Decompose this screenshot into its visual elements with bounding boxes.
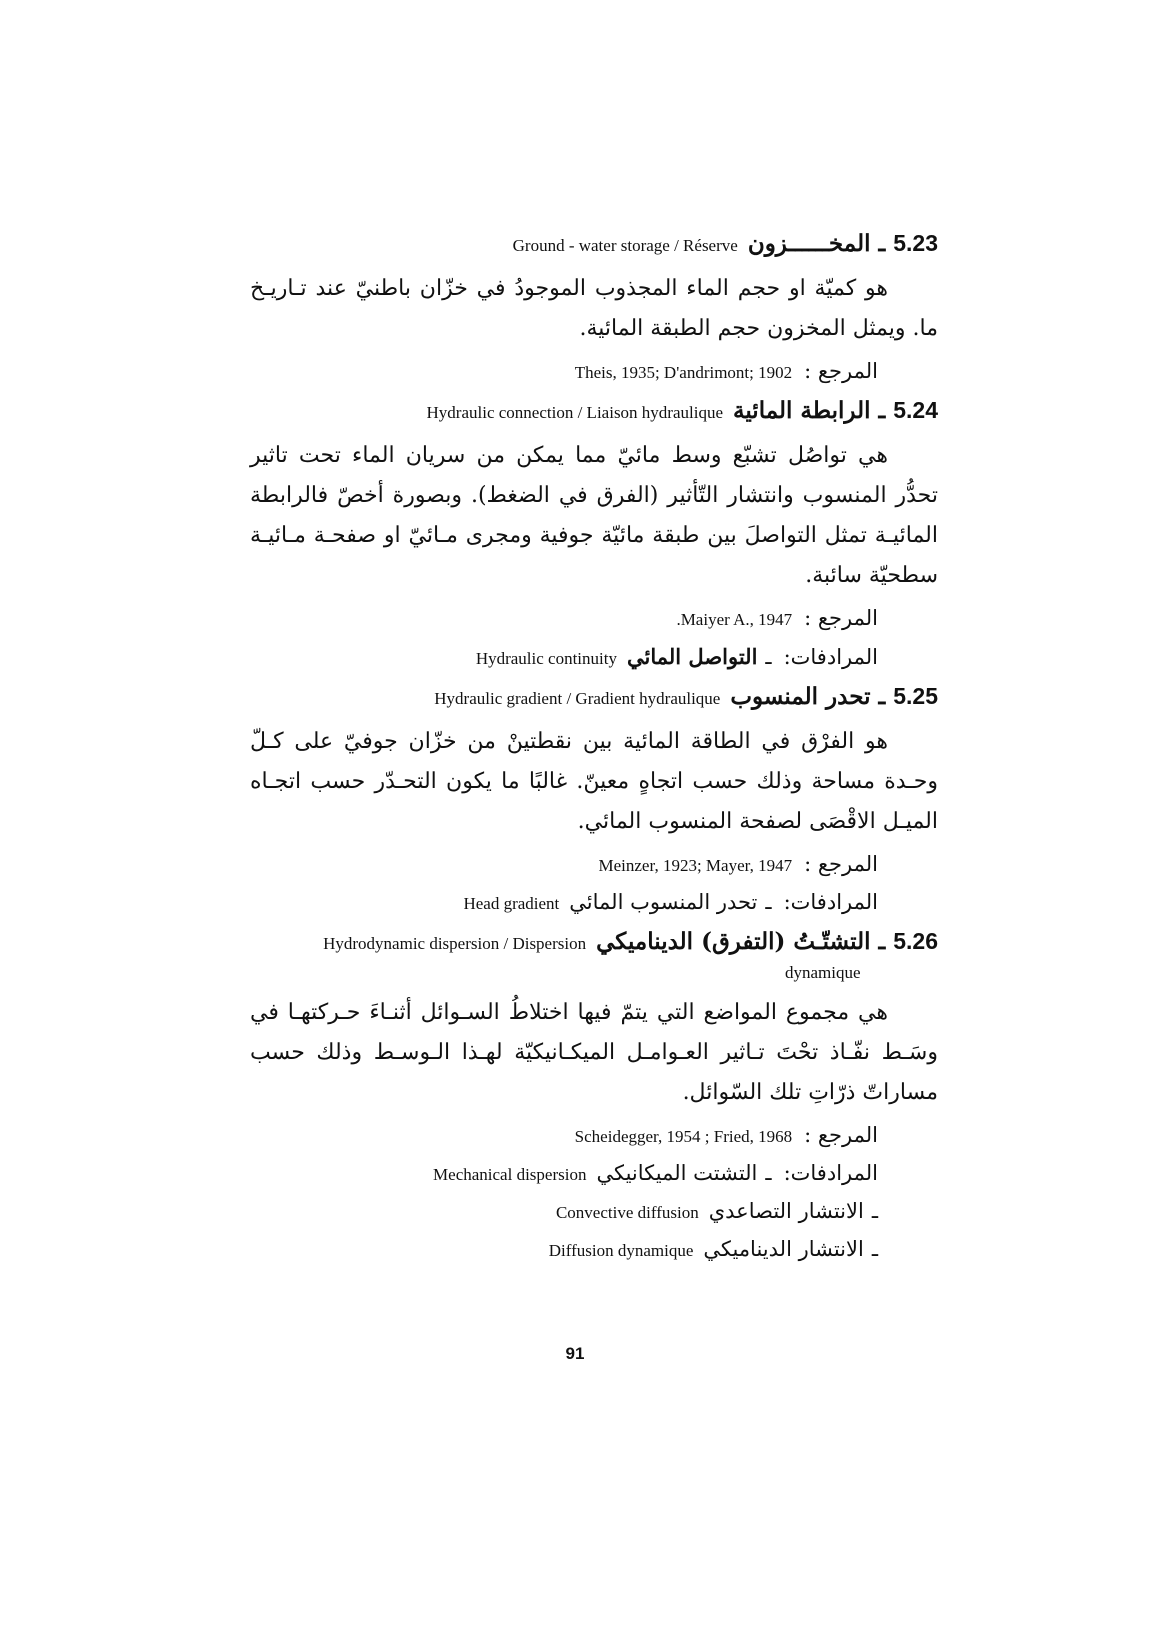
entry-term-arabic: الرابطة المائية — [733, 397, 871, 424]
synonym-arabic: تحدر المنسوب المائي — [569, 890, 758, 914]
synonym-english: Mechanical dispersion — [433, 1165, 587, 1184]
entry-reference — [250, 852, 938, 876]
heading-dash: ـ — [878, 928, 886, 955]
entry-term-arabic: المخــــــزون — [747, 230, 871, 257]
entry-definition — [250, 436, 938, 596]
glossary-content — [250, 222, 938, 1275]
synonym-dash: ـ — [871, 1237, 878, 1261]
glossary-entry-5-23 — [250, 230, 938, 383]
entry-heading — [250, 928, 938, 955]
heading-dash: ـ — [878, 397, 886, 424]
page-number: 91 — [565, 1344, 585, 1363]
entry-synonym — [250, 644, 938, 669]
entry-synonym — [250, 1199, 938, 1223]
synonym-dash: ـ — [765, 645, 772, 669]
synonyms-label: المرادفات: — [783, 645, 878, 669]
entry-number: 5.26 — [893, 928, 938, 954]
entry-term-english: Hydraulic connection / Liaison hydraulique — [426, 403, 724, 422]
entry-number: 5.23 — [893, 230, 938, 256]
entry-term-english-continuation: dynamique — [785, 963, 861, 982]
entry-term-arabic: تحدر المنسوب — [730, 683, 871, 710]
synonym-english: Diffusion dynamique — [548, 1241, 694, 1260]
heading-dash: ـ — [878, 683, 886, 710]
reference-value: Theis, 1935; D'andrimont; 1902 — [574, 363, 793, 382]
entry-term-english: Hydrodynamic dispersion / Dispersion — [323, 934, 587, 953]
synonym-arabic: الانتشار الديناميكي — [703, 1237, 864, 1261]
entry-heading — [250, 397, 938, 424]
entry-term-english: Hydraulic gradient / Gradient hydraulique — [434, 689, 721, 708]
synonym-english: Head gradient — [463, 894, 560, 913]
synonyms-label: المرادفات: — [783, 890, 878, 914]
synonym-dash: ـ — [765, 890, 772, 914]
synonym-arabic: التشتت الميكانيكي — [596, 1161, 758, 1185]
entry-reference — [250, 606, 938, 630]
entry-number: 5.25 — [893, 683, 938, 709]
synonym-dash: ـ — [871, 1199, 878, 1223]
entry-definition — [250, 722, 938, 842]
entry-heading — [250, 230, 938, 257]
entry-definition — [250, 269, 938, 349]
entry-term-arabic: التشتّـتُ (التفرق) الديناميكي — [596, 928, 871, 955]
reference-label: المرجع : — [804, 606, 878, 630]
definition-text: هو الفرْق في الطاقة المائية بين نقطتينْ من خزّان جوفيّ على كـلّ وحـدة مساحة وذلك حسب اتجاهٍ معينّ. غالبًا ما يكون التحـدّر حسب اتجـاه الميـل الاقْصَى لصفحة المنسوب المائي. — [250, 729, 938, 834]
glossary-entry-5-25 — [250, 683, 938, 914]
reference-value: .Maiyer A., 1947 — [676, 610, 793, 629]
synonym-english: Convective diffusion — [555, 1203, 699, 1222]
reference-label: المرجع : — [804, 852, 878, 876]
reference-label: المرجع : — [804, 1123, 878, 1147]
definition-text: هو كميّة او حجم الماء المجذوب الموجودُ في خزّان باطنيّ عند تـاريـخ ما. ويمثل المخزون حجم الطبقة المائية. — [250, 276, 938, 341]
entry-term-english: Ground - water storage / Réserve — [512, 236, 738, 255]
entry-synonym — [250, 1161, 938, 1185]
reference-value: Scheidegger, 1954 ; Fried, 1968 — [574, 1127, 793, 1146]
entry-heading — [250, 683, 938, 710]
definition-text: هي تواصُل تشبّع وسط مائيّ مما يمكن من سريان الماء تحت تاثير تحدُّر المنسوب وانتشار التّأثير (الفرق في الضغط). وبصورة أخصّ فالرابطة المائيـة تمثل التواصلَ بين طبقة مائيّة جوفية ومجرى مـائيّ او صفحـة مـائيـة سطحيّة سائبة. — [250, 443, 938, 588]
definition-text: هي مجموع المواضع التي يتمّ فيها اختلاطُ السـوائل أثنـاءَ حـركتهـا في وسَـط نفّـاذ تحْتَ تـاثير العـوامـل الميكـانيكيّة لهـذا الـوسـط وذلك حسب مساراتّ ذرّاتِ تلك السّوائل. — [250, 1000, 938, 1105]
glossary-entry-5-26 — [250, 928, 938, 1261]
entry-number: 5.24 — [893, 397, 938, 423]
heading-dash: ـ — [878, 230, 886, 257]
reference-label: المرجع : — [804, 359, 878, 383]
glossary-entry-5-24 — [250, 397, 938, 669]
reference-value: Meinzer, 1923; Mayer, 1947 — [598, 856, 793, 875]
entry-reference — [250, 359, 938, 383]
entry-synonym — [250, 1237, 938, 1261]
synonym-arabic: الانتشار التصاعدي — [708, 1199, 864, 1223]
entry-reference — [250, 1123, 938, 1147]
synonym-arabic: التواصل المائي — [626, 644, 758, 669]
synonym-english: Hydraulic continuity — [475, 649, 617, 668]
synonym-dash: ـ — [765, 1161, 772, 1185]
synonyms-label: المرادفات: — [783, 1161, 878, 1185]
entry-definition — [250, 993, 938, 1113]
entry-synonym — [250, 890, 938, 914]
